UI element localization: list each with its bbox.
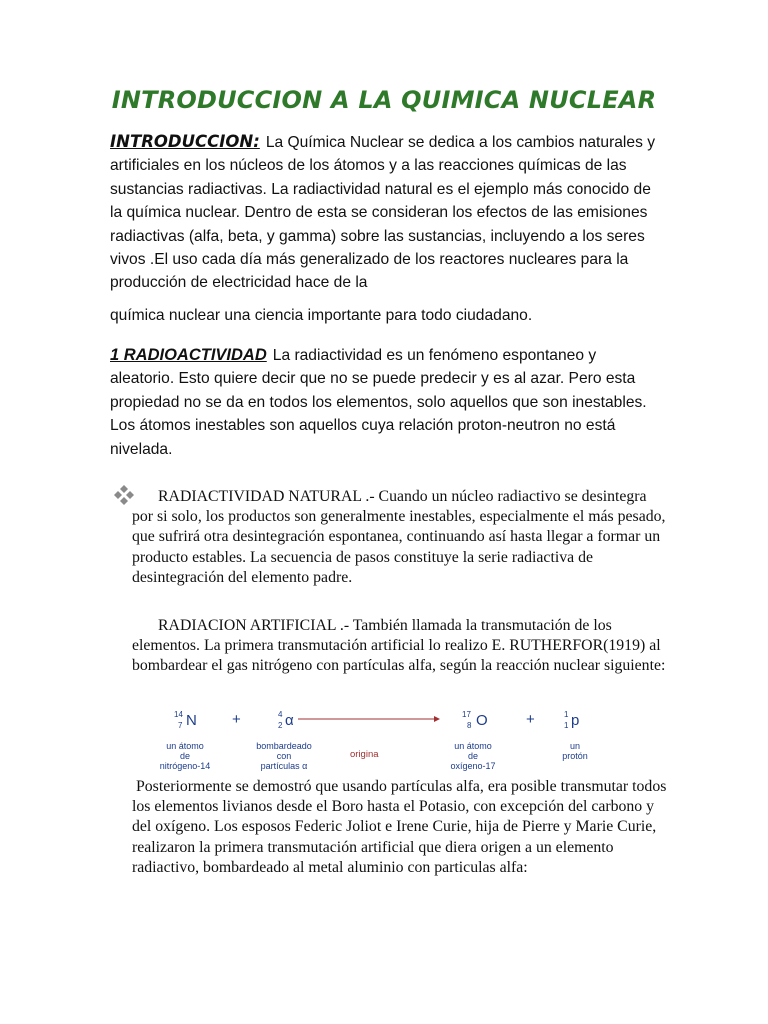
caption-line: un — [569, 741, 580, 751]
nuclear-reaction-equation — [150, 705, 610, 775]
arrow-label: origina — [350, 749, 379, 760]
caption-line: oxígeno-17 — [450, 761, 496, 771]
oxygen-atomic-number: 8 — [467, 721, 472, 730]
alpha-atomic-number: 2 — [278, 721, 283, 730]
alpha-mass-number: 4 — [278, 710, 283, 719]
proton-atomic-number: 1 — [564, 721, 569, 730]
plus-sign: + — [526, 711, 535, 728]
oxygen-caption — [438, 741, 508, 771]
caption-line: un átomo — [166, 741, 204, 751]
proton-caption — [550, 741, 600, 761]
natural-radioactivity-paragraph — [132, 487, 667, 588]
intro-last-line: química nuclear una ciencia importante para todo ciudadano. — [110, 306, 533, 324]
caption-line: bombardeado — [256, 741, 312, 751]
radioactividad-heading: 1 RADIOACTIVIDAD — [110, 346, 267, 364]
nitrogen-mass-number: 14 — [174, 710, 183, 719]
proton-mass-number: 1 — [564, 710, 569, 719]
later-experiments-paragraph — [132, 777, 667, 878]
reactant-nitrogen — [172, 711, 204, 733]
intro-heading: INTRODUCCION: — [110, 132, 260, 151]
product-oxygen — [462, 711, 496, 733]
oxygen-mass-number: 17 — [462, 710, 471, 719]
artificial-text: RADIACION ARTIFICIAL .- También llamada la transmutación de los elementos. La primera transmutación artificial lo realizo E. RUTHERFOR(1919) al bombardear el gas nitrógeno con partículas alfa, según la reacción nuclear siguiente: — [132, 617, 666, 675]
alpha-caption — [244, 741, 324, 771]
intro-body: La Química Nuclear se dedica a los cambios naturales y artificiales en los núcleos de los átomos y a las reacciones químicas de las sustancias radiactivas. La radiactividad natural es el ejemplo más conocido de la química nuclear. Dentro de esta se consideran los efectos de las emisiones radiactivas (alfa, beta, y gamma) sobre las sustancias, incluyendo a los seres vivos .El uso cada día más generalizado de los reactores nucleares para la producción de electricidad hace de la — [110, 134, 655, 292]
caption-line: nitrógeno-14 — [159, 761, 211, 771]
caption-line: con — [276, 751, 292, 761]
product-proton — [562, 711, 588, 733]
caption-line: protón — [562, 751, 588, 761]
radioactividad-paragraph — [110, 344, 655, 461]
caption-line: de — [179, 751, 190, 761]
artificial-radiation-paragraph — [132, 616, 667, 677]
caption-line: de — [467, 751, 478, 761]
nitrogen-atomic-number: 7 — [178, 721, 183, 730]
reaction-arrow-icon — [298, 713, 440, 725]
later-text: Posteriormente se demostró que usando partículas alfa, era posible transmutar todos los elementos livianos desde el Boro hasta el Potasio, con excepción del carbono y del oxígeno. Los esposos Federic Joliot e Irene Curie, hija de Pierre y Marie Curie, realizaron la primera transmutación artificial que diera origen a un elemento radiactivo, bombardeado al metal aluminio con particulas alfa: — [132, 778, 667, 876]
caption-line: partículas α — [260, 761, 308, 771]
proton-symbol: p — [571, 712, 580, 729]
page-title: INTRODUCCION A LA QUIMICA NUCLEAR — [111, 86, 657, 114]
nitrogen-symbol: N — [186, 712, 197, 729]
nitrogen-caption — [150, 741, 220, 771]
radioactividad-body: La radiactividad es un fenómeno espontaneo y aleatorio. Esto quiere decir que no se puede predecir y es al azar. Pero esta propiedad no se da en todos los elementos, solo aquellos que son inestables. Los átomos inestables son aquellos cuya relación proton-neutron no está nivelada. — [110, 347, 647, 458]
intro-paragraph — [110, 130, 655, 327]
oxygen-symbol: O — [476, 712, 488, 729]
natural-text: RADIACTIVIDAD NATURAL .- Cuando un núcleo radiactivo se desintegra por si solo, los productos son generalmente inestables, especialmente el más pesado, que sufrirá otra desintegración espontanea, continuando así hasta llegar a formar un producto estables. La secuencia de pasos constituye la serie radiactiva de desintegración del elemento padre. — [132, 488, 666, 586]
alpha-symbol: α — [285, 712, 294, 729]
plus-sign: + — [232, 711, 241, 728]
caption-line: un átomo — [454, 741, 492, 751]
